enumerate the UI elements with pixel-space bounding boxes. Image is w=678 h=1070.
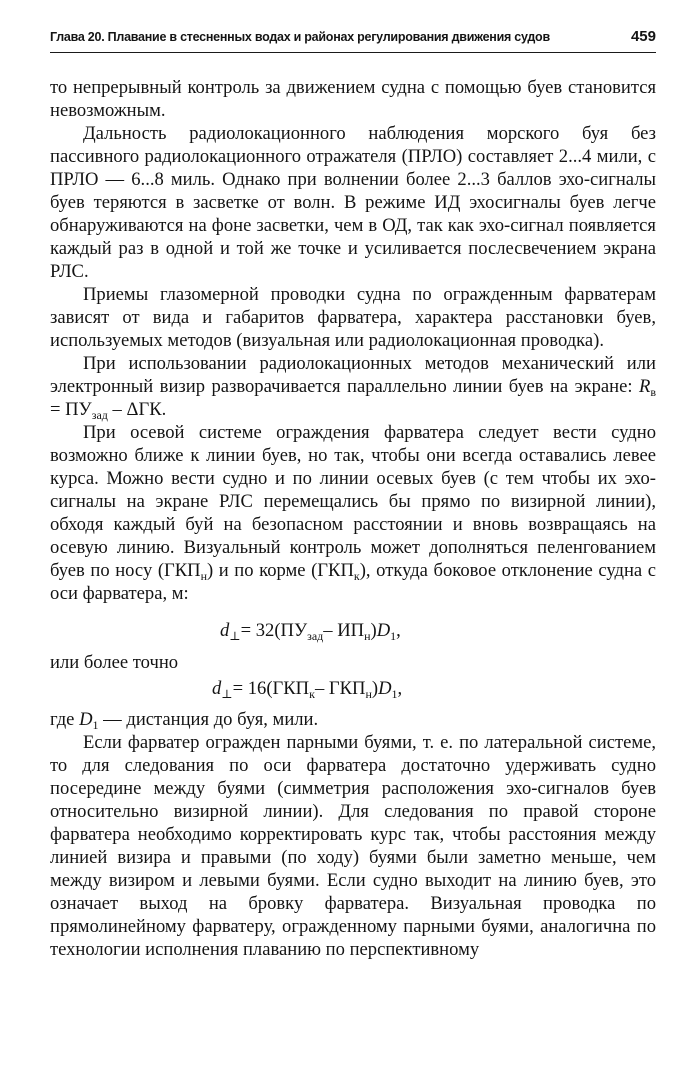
p4-text: При использовании радиолокационных методов механический или электронный визир разворачивается параллельно линии буев на экране:: [50, 353, 656, 397]
f1-eq: = 32(ПУ: [240, 620, 308, 641]
paragraph-4: [50, 352, 656, 421]
header-rule: [50, 52, 656, 53]
p4-r-subscript: в: [650, 385, 656, 399]
p7-text: где: [50, 709, 80, 730]
formula-2: [50, 674, 656, 708]
f2-D: D: [378, 678, 392, 699]
f1-D: D: [376, 620, 391, 641]
formula-1: [50, 611, 656, 651]
p4-equation: = ПУ: [50, 399, 92, 420]
f2-mid: – ГКП: [314, 678, 366, 699]
f2-d-sub: ⊥: [221, 687, 233, 701]
f1-mid: – ИП: [323, 620, 365, 641]
f1-D-sub: 1: [390, 629, 397, 643]
f1-end: ,: [396, 620, 401, 641]
page-number: 459: [630, 28, 656, 45]
running-header: [50, 30, 656, 44]
chapter-title: Глава 20. Плавание в стесненных водах и районах регулирования движения судов: [50, 30, 550, 44]
p7-D: D: [79, 709, 93, 730]
f1-d: d: [220, 620, 230, 641]
f1-close: ): [370, 620, 377, 641]
f1-sub1: зад: [307, 629, 324, 643]
f1-sub2: н: [364, 629, 371, 643]
p7-D-sub: 1: [92, 718, 99, 732]
paragraph-1: то непрерывный контроль за движением судна с помощью буев становится невозможным.: [50, 77, 656, 121]
paragraph-8: Если фарватер огражден парными буями, т. е. по латеральной системе, то для следования по оси фарватера достаточно удерживать судно посередине между буями (симметрия расположения эхо-сигналов буев относительно визирной линии). Для следования по правой стороне фарватера необходимо корректировать курс так, чтобы расстояния между линией визира и правыми (по ходу) буями были заметно меньше, чем между визиром и левыми буями. Если судно выходит на линию буев, это означает выход на бровку фарватера. Визуальная проводка по прямолинейному фарватеру, огражденному парными буями, аналогична по технологии исполнения плаванию по перспективному: [50, 732, 656, 960]
f2-eq: = 16(ГКП: [232, 678, 310, 699]
paragraph-3: Приемы глазомерной проводки судна по огражденным фарватерам зависят от вида и габаритов фарватера, характера расстановки буев, используемых методов (визуальная или радиолокационная проводка).: [50, 284, 656, 351]
f1-d-sub: ⊥: [229, 629, 241, 643]
f2-end: ,: [397, 678, 403, 699]
p4-pu-subscript: зад: [91, 408, 108, 422]
f2-sub2: н: [365, 687, 372, 701]
paragraph-2: Дальность радиолокационного наблюдения морского буя без пассивного радиолокационного отражателя (ПРЛО) составляет 2...4 мили, с ПРЛО — 6...8 миль. Однако при волнении более 2...3 баллов эхо-сигналы буев теряются в засветке от волн. В режиме ИД эхосигналы буев легче обнаруживаются на фоне засветки, чем в ОД, так как эхо-сигнал появляется каждый раз в одной и той же точке и усиливается послесвечением экрана РЛС.: [50, 123, 656, 282]
f2-D-sub: 1: [391, 687, 398, 701]
paragraph-6: или более точно: [50, 652, 179, 673]
p5-text: При осевой системе ограждения фарватера следует вести судно возможно ближе к линии буев, но так, чтобы они всегда оставались левее курса. Можно вести судно и по линии осевых буев (с тем чтобы их эхо-сигналы на экране РЛС перемещались бы прямо по визирной линии), обходя каждый буй на безопасном расстоянии и вновь возвращаясь на осевую линию. Визуальный контроль может дополняться пеленгованием буев по носу (ГКП: [50, 422, 656, 581]
paragraph-7: [50, 708, 656, 731]
paragraph-5: [50, 421, 656, 605]
p5-tail: ), откуда боковое отклонение судна с оси фарватера, м:: [50, 560, 656, 604]
p5-sub-bow: н: [200, 569, 208, 583]
p4-tail: – ΔГК.: [107, 399, 167, 420]
f2-close: ): [371, 678, 379, 699]
f2-sub1: к: [309, 687, 315, 701]
page-body: [50, 76, 656, 961]
p7-tail: — дистанция до буя, мили.: [98, 709, 319, 730]
f2-d: d: [212, 678, 222, 699]
p5-mid: ) и по корме (ГКП: [207, 560, 354, 581]
p4-r-symbol: R: [638, 376, 651, 397]
p5-sub-stern: к: [353, 569, 360, 583]
